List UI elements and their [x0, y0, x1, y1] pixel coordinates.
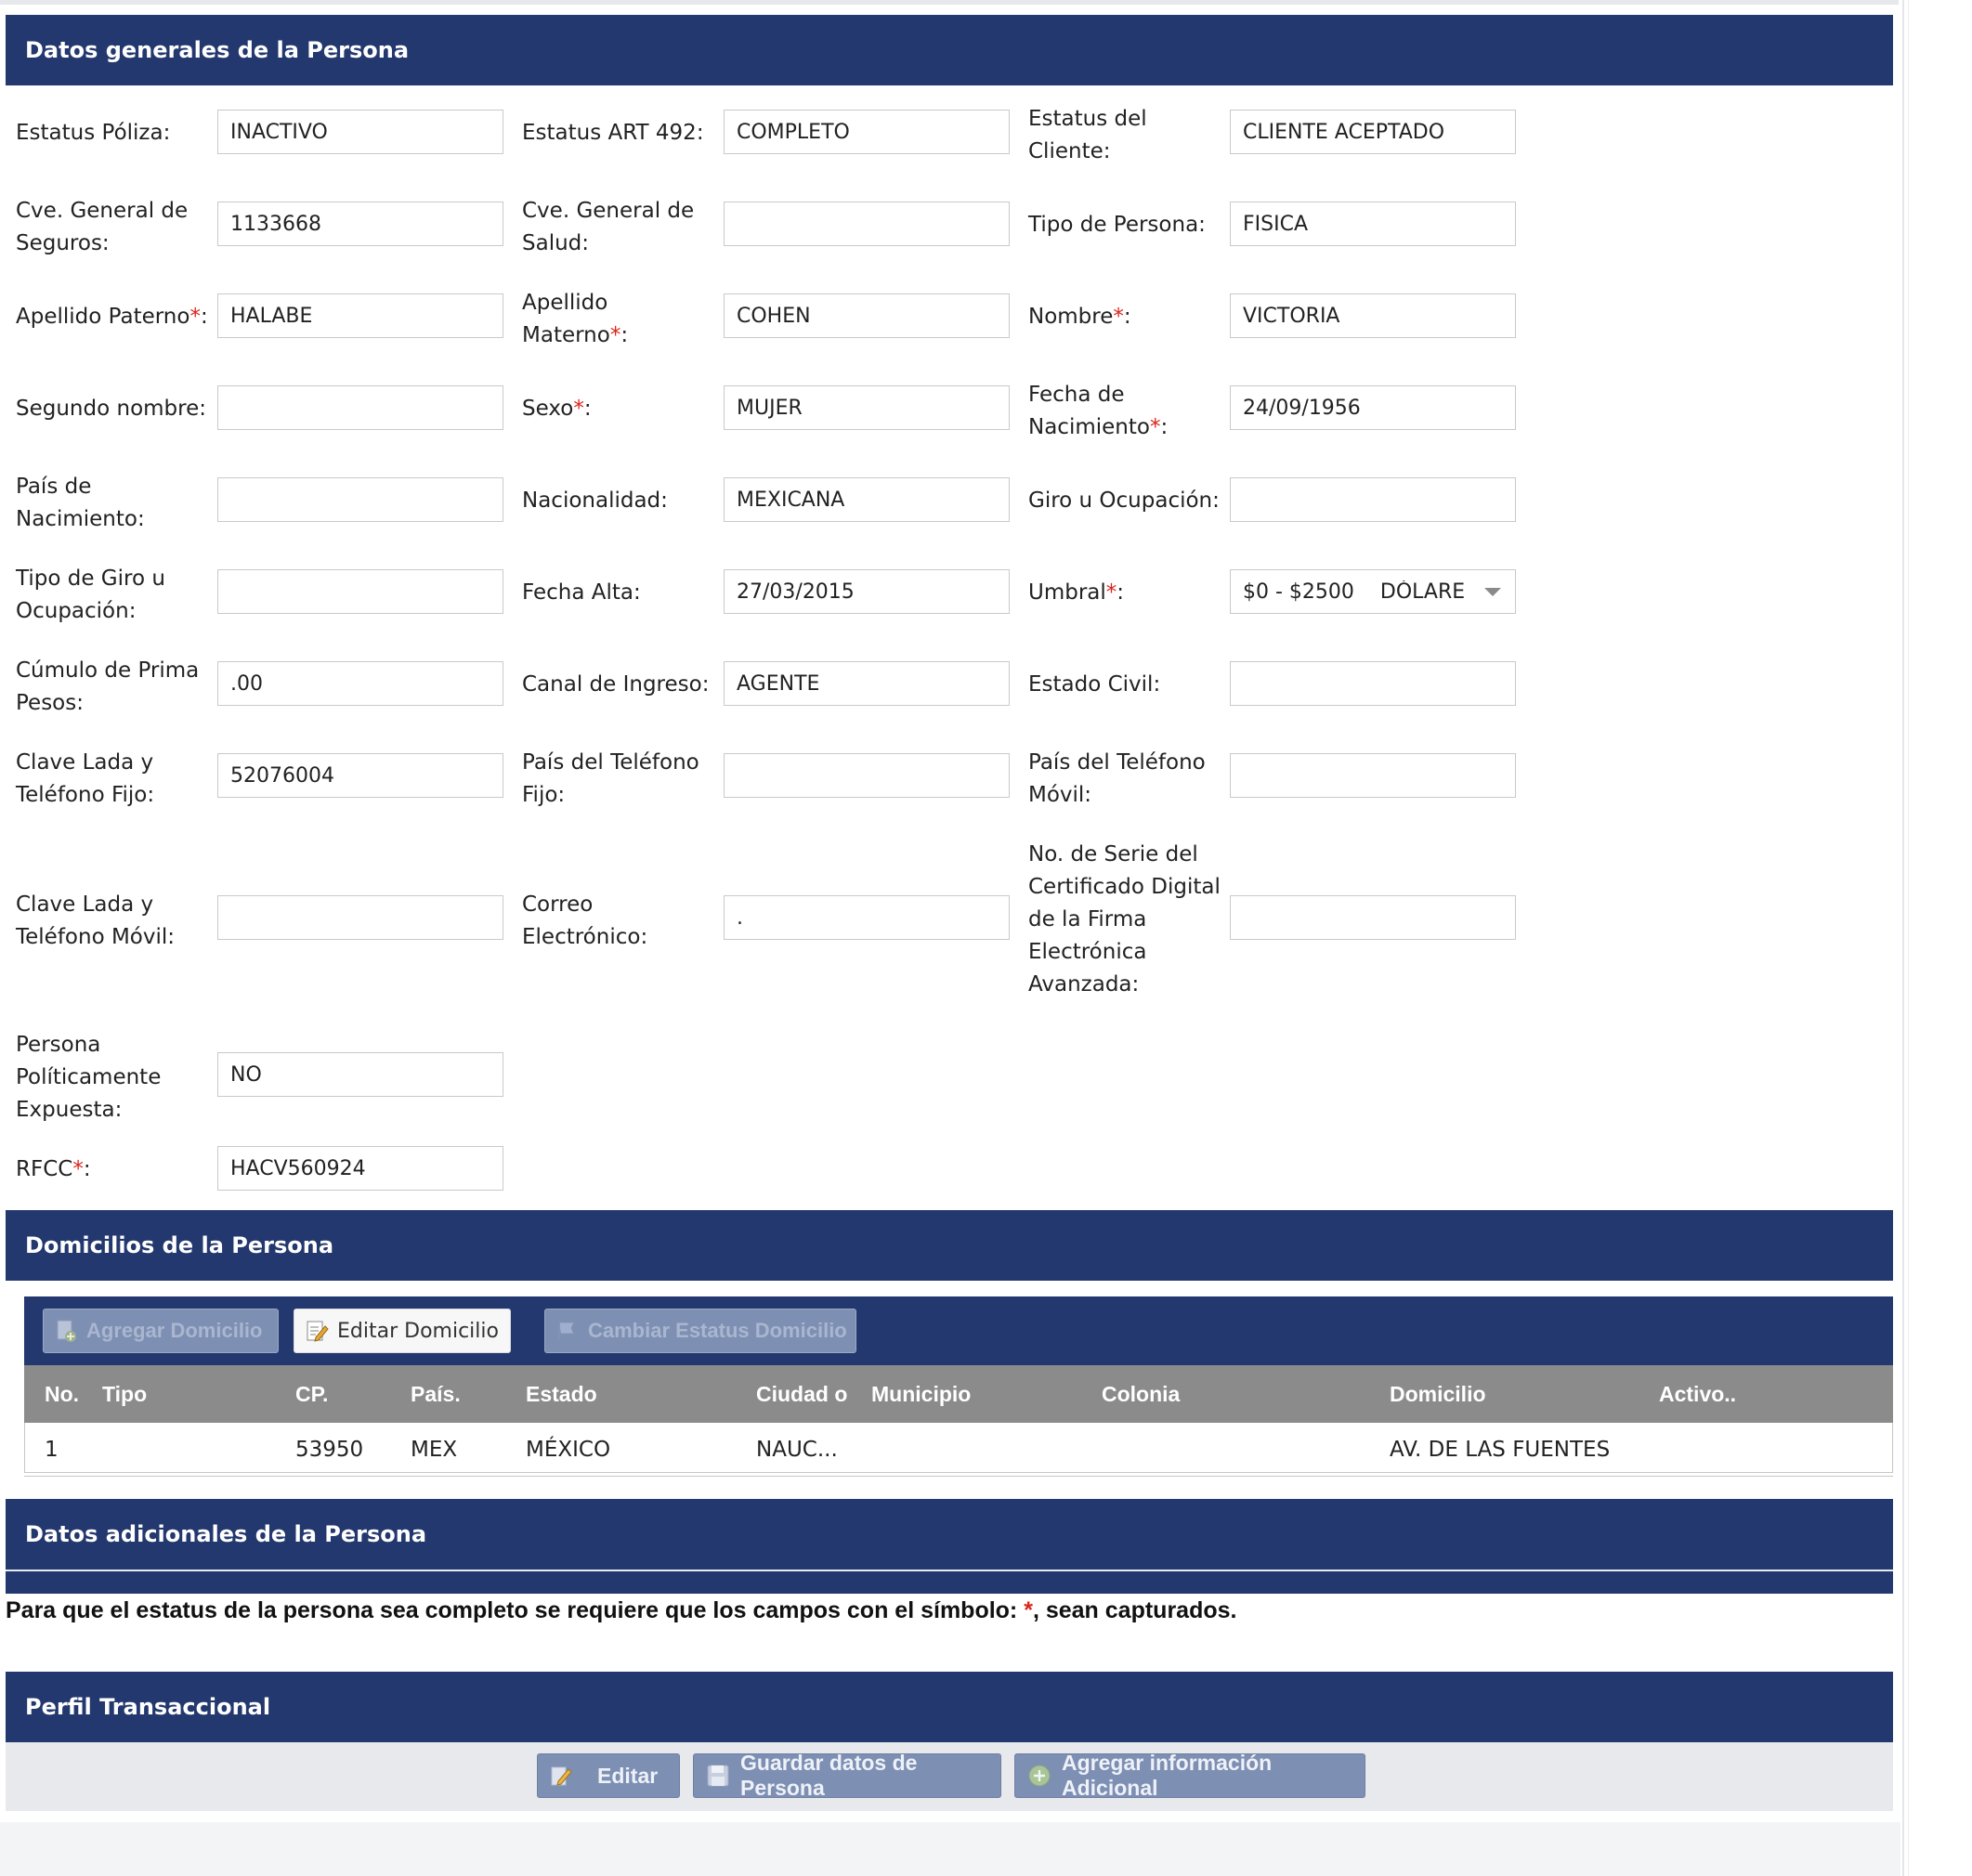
estatus-art492-field[interactable]: COMPLETO — [724, 110, 1010, 154]
label-tipo-giro: Tipo de Giro u Ocupación: — [16, 567, 165, 623]
domicilios-table-header — [24, 1365, 1893, 1423]
agregar-informacion-adicional-button[interactable]: Agregar información Adicional — [1014, 1753, 1365, 1798]
label-cve-salud: Cve. General de Salud: — [522, 199, 695, 255]
add-circle-icon — [1026, 1763, 1052, 1789]
section-header-adicionales: Datos adicionales de la Persona — [6, 1499, 1893, 1570]
col-header-activo[interactable]: Activo.. — [1659, 1382, 1737, 1406]
label-pep: Persona Políticamente Expuesta: — [16, 1033, 162, 1122]
required-mark: * — [1105, 580, 1117, 605]
cell-estado: MÉXICO — [526, 1438, 611, 1462]
label-cve-seguros: Cve. General de Seguros: — [16, 199, 189, 255]
pais-tel-fijo-field[interactable] — [724, 753, 1010, 798]
required-mark: * — [609, 323, 621, 347]
nacionalidad-field[interactable]: MEXICANA — [724, 477, 1010, 522]
label-fecha-nacimiento: Fecha de Nacimiento*: — [1028, 383, 1169, 439]
label-apellido-paterno: Apellido Paterno * : — [16, 301, 208, 333]
label-nombre: Nombre * : — [1028, 301, 1131, 333]
edit-document-icon — [304, 1318, 330, 1344]
estatus-poliza-field[interactable]: INACTIVO — [217, 110, 503, 154]
cell-ciudad: NAUC... — [756, 1438, 838, 1462]
label-sexo: Sexo * : — [522, 393, 592, 425]
cell-no: 1 — [45, 1438, 59, 1462]
label-pais-nacimiento: País de Nacimiento: — [16, 475, 145, 531]
label-tel-movil: Clave Lada y Teléfono Móvil: — [16, 892, 176, 949]
editar-button[interactable]: Editar — [537, 1753, 680, 1798]
label-correo: Correo Electrónico: — [522, 892, 648, 949]
save-icon — [705, 1763, 731, 1789]
correo-field[interactable]: . — [724, 895, 1010, 940]
page-edge — [1902, 0, 1904, 1876]
label-giro-ocupacion: Giro u Ocupación: — [1028, 489, 1220, 513]
cambiar-estatus-domicilio-button[interactable]: Cambiar Estatus Domicilio — [544, 1309, 856, 1353]
sexo-field[interactable]: MUJER — [724, 385, 1010, 430]
label-estatus-poliza: Estatus Póliza: — [16, 121, 171, 145]
col-header-no[interactable]: No. — [45, 1382, 80, 1406]
rfcc-field[interactable]: HACV560924 — [217, 1146, 503, 1191]
estado-civil-field[interactable] — [1230, 661, 1516, 706]
pencil-icon — [549, 1763, 575, 1789]
required-mark: * — [573, 397, 584, 421]
label-apellido-materno: Apellido Materno*: — [522, 291, 629, 347]
fecha-nacimiento-field[interactable]: 24/09/1956 — [1230, 385, 1516, 430]
add-document-icon — [53, 1318, 79, 1344]
section-header-perfil: Perfil Transaccional — [6, 1672, 1893, 1742]
label-pais-tel-fijo: País del Teléfono Fijo: — [522, 750, 699, 807]
label-tipo-persona: Tipo de Persona: — [1028, 213, 1206, 237]
section-header-domicilios: Domicilios de la Persona — [6, 1210, 1893, 1281]
col-header-estado[interactable]: Estado — [526, 1382, 597, 1406]
label-tel-fijo: Clave Lada y Teléfono Fijo: — [16, 750, 155, 807]
editar-domicilio-button[interactable]: Editar Domicilio — [294, 1309, 511, 1353]
label-cumulo-prima: Cúmulo de Prima Pesos: — [16, 658, 200, 715]
label-umbral: Umbral * : — [1028, 577, 1124, 609]
col-header-pais[interactable]: País. — [411, 1382, 461, 1406]
agregar-domicilio-button[interactable]: Agregar Domicilio — [43, 1309, 279, 1353]
umbral-select[interactable] — [1230, 569, 1516, 614]
top-strip — [0, 0, 1899, 5]
action-bar — [6, 1742, 1893, 1811]
required-mark: * — [189, 305, 201, 329]
required-fields-note: Para que el estatus de la persona sea completo se requiere que los campos con el símbolo: *, sean capturados. — [6, 1597, 1237, 1623]
page-edge-inner — [1908, 0, 1909, 1876]
nombre-field[interactable]: VICTORIA — [1230, 293, 1516, 338]
apellido-materno-field[interactable]: COHEN — [724, 293, 1010, 338]
label-nacionalidad: Nacionalidad: — [522, 489, 668, 513]
label-serie-certificado: No. de Serie del Certificado Digital de la Firma Electrónica Avanzada: — [1028, 842, 1221, 997]
col-header-domicilio[interactable]: Domicilio — [1390, 1382, 1486, 1406]
col-header-cp[interactable]: CP. — [295, 1382, 329, 1406]
tel-movil-field[interactable] — [217, 895, 503, 940]
estatus-cliente-field[interactable]: CLIENTE ACEPTADO — [1230, 110, 1516, 154]
fecha-alta-field[interactable]: 27/03/2015 — [724, 569, 1010, 614]
label-fecha-alta: Fecha Alta: — [522, 580, 641, 605]
label-estado-civil: Estado Civil: — [1028, 672, 1161, 697]
umbral-selected-value: $0 - $2500 DÓLARE — [1243, 580, 1466, 604]
table-row[interactable] — [24, 1423, 1893, 1477]
pep-field[interactable]: NO — [217, 1052, 503, 1097]
label-estatus-cliente: Estatus del Cliente: — [1028, 107, 1147, 163]
pais-nacimiento-field[interactable] — [217, 477, 503, 522]
required-mark: * — [1024, 1597, 1033, 1623]
domicilios-toolbar — [24, 1296, 1893, 1365]
cell-domicilio: AV. DE LAS FUENTES — [1390, 1438, 1611, 1462]
col-header-tipo[interactable]: Tipo — [102, 1382, 148, 1406]
chevron-down-icon[interactable] — [1484, 588, 1501, 596]
serie-certificado-field[interactable] — [1230, 895, 1516, 940]
col-header-colonia[interactable]: Colonia — [1102, 1382, 1181, 1406]
tel-fijo-field[interactable]: 52076004 — [217, 753, 503, 798]
label-rfcc: RFCC * : — [16, 1153, 91, 1186]
col-header-municipio[interactable]: Municipio — [871, 1382, 972, 1406]
required-mark: * — [72, 1157, 84, 1181]
label-pais-tel-movil: País del Teléfono Móvil: — [1028, 750, 1206, 807]
label-segundo-nombre: Segundo nombre: — [16, 397, 206, 421]
required-mark: * — [1149, 415, 1161, 439]
tipo-persona-field[interactable]: FISICA — [1230, 202, 1516, 246]
col-header-ciudad[interactable]: Ciudad o — [756, 1382, 848, 1406]
tipo-giro-field[interactable] — [217, 569, 503, 614]
adicionales-collapsed-panel — [6, 1570, 1893, 1594]
pais-tel-movil-field[interactable] — [1230, 753, 1516, 798]
cell-pais: MEX — [411, 1438, 458, 1462]
page-footer-band — [0, 1822, 1900, 1876]
canal-ingreso-field[interactable]: AGENTE — [724, 661, 1010, 706]
section-header-general: Datos generales de la Persona — [6, 15, 1893, 85]
segundo-nombre-field[interactable] — [217, 385, 503, 430]
giro-ocupacion-field[interactable] — [1230, 477, 1516, 522]
cve-salud-field[interactable] — [724, 202, 1010, 246]
label-canal-ingreso: Canal de Ingreso: — [522, 672, 710, 697]
cell-cp: 53950 — [295, 1438, 364, 1462]
apellido-paterno-field[interactable]: HALABE — [217, 293, 503, 338]
guardar-datos-persona-button[interactable]: Guardar datos de Persona — [693, 1753, 1001, 1798]
cve-seguros-field[interactable]: 1133668 — [217, 202, 503, 246]
cumulo-prima-field[interactable]: .00 — [217, 661, 503, 706]
label-estatus-art492: Estatus ART 492: — [522, 121, 704, 145]
status-flag-icon — [555, 1318, 581, 1344]
required-mark: * — [1113, 305, 1124, 329]
